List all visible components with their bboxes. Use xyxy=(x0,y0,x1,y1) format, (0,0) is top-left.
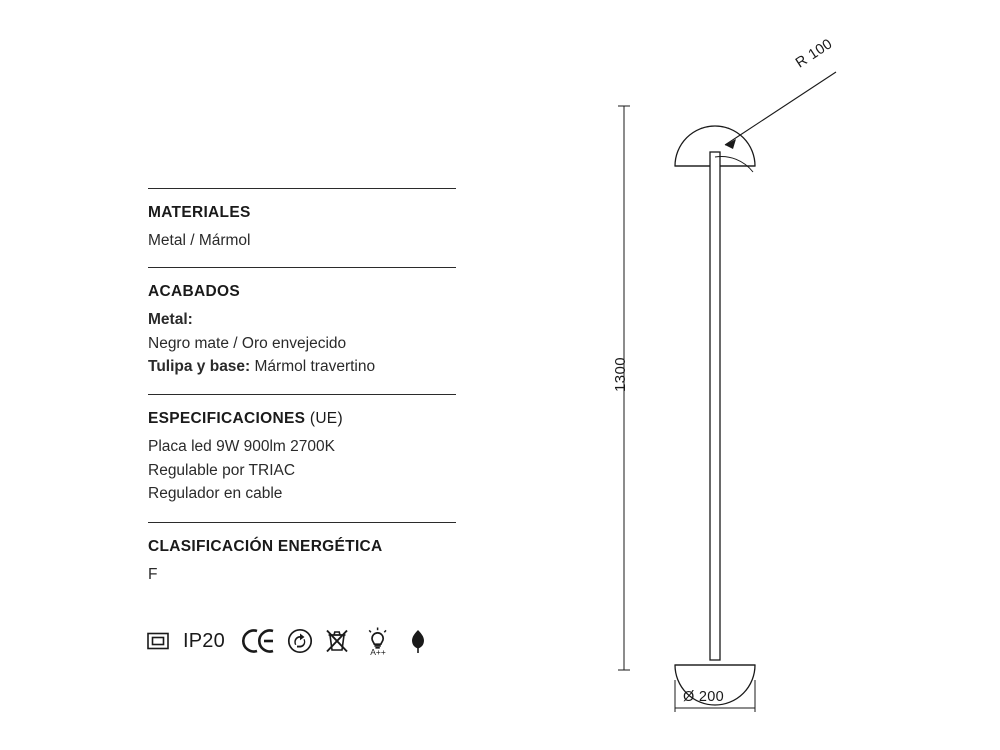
spec-line xyxy=(148,332,456,356)
section-title xyxy=(148,409,456,428)
spec-line xyxy=(148,308,456,332)
bulb-energy-icon xyxy=(361,626,395,656)
spec-line-text: Regulador en cable xyxy=(148,485,283,503)
section-title-text: ESPECIFICACIONES xyxy=(148,409,306,427)
recycle-arrow-icon xyxy=(287,628,313,654)
spec-line-text: Mármol travertino xyxy=(250,358,376,376)
diameter-dimension-label: Ø 200 xyxy=(683,689,724,705)
spec-line-text: Regulable por TRIAC xyxy=(148,461,296,479)
spec-line-text: Negro mate / Oro envejecido xyxy=(148,334,347,352)
height-dimension-label: 1300 xyxy=(612,357,629,392)
spec-line xyxy=(148,355,456,379)
spec-section-especificaciones xyxy=(148,395,456,522)
section-title-text: ACABADOS xyxy=(148,282,240,300)
ce-mark-icon xyxy=(242,627,276,655)
bulb-class-label: A++ xyxy=(370,647,386,656)
spec-line xyxy=(148,482,456,506)
specifications-panel xyxy=(148,188,456,593)
section-title xyxy=(148,282,456,301)
spec-section-materiales xyxy=(148,189,456,267)
spec-line xyxy=(148,459,456,483)
lamp-stem xyxy=(710,152,720,660)
spec-line xyxy=(148,229,456,253)
spec-line-text: F xyxy=(148,566,158,584)
crossed-out-wheelie-bin-icon xyxy=(324,627,350,655)
section-title-suffix: (UE) xyxy=(305,409,343,427)
product-technical-drawing xyxy=(600,40,980,720)
spec-line xyxy=(148,435,456,459)
spec-line-text: Metal / Mármol xyxy=(148,232,251,250)
section-title-text: MATERIALES xyxy=(148,204,251,221)
certification-icon-row xyxy=(146,624,430,658)
section-title-text: CLASIFICACIÓN ENERGÉTICA xyxy=(148,537,383,555)
spec-line-bold: Metal: xyxy=(148,311,193,329)
spec-section-clasificacion-energetica xyxy=(148,523,456,593)
spec-section-acabados xyxy=(148,268,456,394)
radius-dimension-label: R 100 xyxy=(793,36,836,72)
section-title xyxy=(148,203,456,222)
spec-line xyxy=(148,563,456,587)
leaf-eco-icon xyxy=(406,627,430,655)
square-in-square-icon xyxy=(146,629,170,653)
ip-rating-label: IP20 xyxy=(183,630,225,652)
spec-line-text: Placa led 9W 900lm 2700K xyxy=(148,438,335,456)
section-title xyxy=(148,537,456,556)
spec-line-bold: Tulipa y base: xyxy=(148,358,251,376)
